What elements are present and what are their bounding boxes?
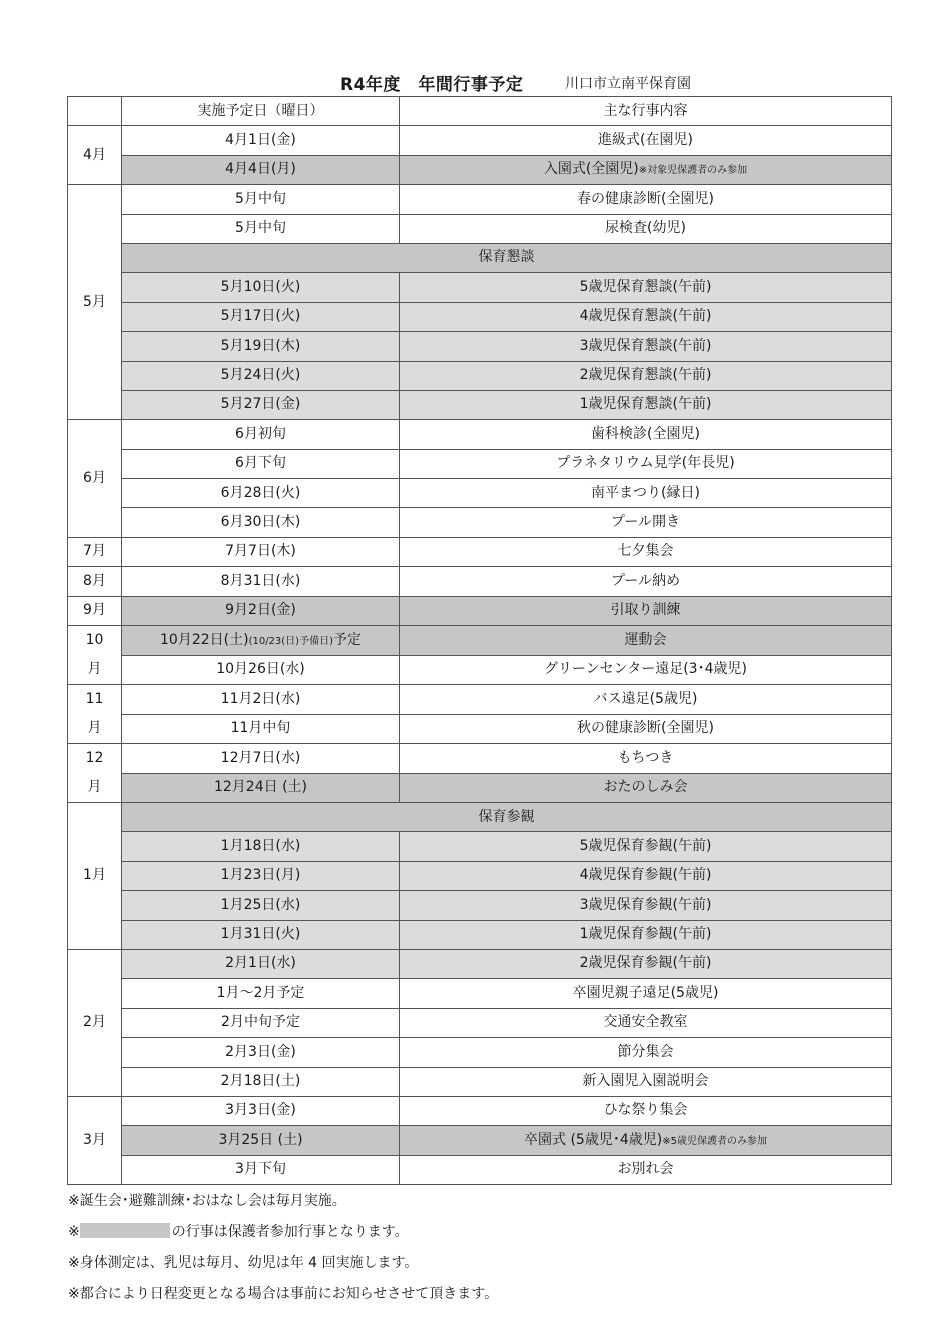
table-row bbox=[68, 1038, 892, 1067]
event-date: 10月22日(土) bbox=[160, 631, 249, 648]
event-date: 9月2日(金) bbox=[122, 596, 400, 625]
table-row bbox=[68, 920, 892, 949]
month-label-oct: 10 月 bbox=[68, 626, 122, 685]
event-date: 5月17日(火) bbox=[122, 302, 400, 331]
event-name: 七夕集会 bbox=[400, 537, 892, 566]
section-row bbox=[68, 803, 892, 832]
event-name: 入園式(全園児) bbox=[543, 161, 639, 178]
table-row bbox=[68, 1096, 892, 1125]
event-date: 6月初旬 bbox=[122, 420, 400, 449]
table-row bbox=[68, 361, 892, 390]
event-date: 7月7日(木) bbox=[122, 537, 400, 566]
table-header-row bbox=[68, 97, 892, 126]
event-date: 5月24日(火) bbox=[122, 361, 400, 390]
event-date: 3月下旬 bbox=[122, 1155, 400, 1184]
footnote-monthly-events: ※誕生会･避難訓練･おはなし会は毎月実施。 bbox=[68, 1193, 346, 1209]
table-row bbox=[68, 567, 892, 596]
header-event: 主な行事内容 bbox=[400, 97, 892, 126]
table-row bbox=[68, 214, 892, 243]
event-date: 10月26日(水) bbox=[122, 655, 400, 685]
event-date: 4月1日(金) bbox=[122, 126, 400, 155]
event-date: 6月下旬 bbox=[122, 449, 400, 478]
event-date-cell bbox=[122, 626, 400, 656]
event-date: 6月28日(火) bbox=[122, 479, 400, 508]
table-row bbox=[68, 155, 892, 184]
event-name-cell bbox=[400, 1126, 892, 1155]
event-date: 1月～2月予定 bbox=[122, 979, 400, 1008]
table-row bbox=[68, 273, 892, 302]
event-date: 11月2日(水) bbox=[122, 685, 400, 715]
event-name: 1歳児保育懇談(午前) bbox=[400, 390, 892, 419]
table-row bbox=[68, 979, 892, 1008]
event-name: グリーンセンター遠足(3･4歳児) bbox=[400, 655, 892, 685]
month-label-jun: 6月 bbox=[68, 420, 122, 538]
month-label-nov: 11 月 bbox=[68, 685, 122, 744]
table-row bbox=[68, 479, 892, 508]
event-date: 1月23日(月) bbox=[122, 861, 400, 890]
event-date: 2月中旬予定 bbox=[122, 1008, 400, 1037]
shade-legend-swatch bbox=[80, 1223, 170, 1238]
event-date-suffix: 予定 bbox=[333, 631, 361, 648]
event-date: 5月27日(金) bbox=[122, 390, 400, 419]
event-date: 6月30日(木) bbox=[122, 508, 400, 537]
event-name: 卒園児親子遠足(5歳児) bbox=[400, 979, 892, 1008]
event-date: 1月31日(火) bbox=[122, 920, 400, 949]
header-date: 実施予定日（曜日） bbox=[122, 97, 400, 126]
event-date: 3月25日 (土) bbox=[122, 1126, 400, 1155]
header-month-cell bbox=[68, 97, 122, 126]
event-date: 12月24日 (土) bbox=[122, 773, 400, 803]
event-name: 4歳児保育懇談(午前) bbox=[400, 302, 892, 331]
event-name: 卒園式 (5歳児･4歳児) bbox=[524, 1131, 663, 1148]
table-row bbox=[68, 949, 892, 978]
footnotes bbox=[68, 1186, 498, 1310]
table-row bbox=[68, 449, 892, 478]
event-date: 11月中旬 bbox=[122, 714, 400, 744]
event-name: 1歳児保育参観(午前) bbox=[400, 920, 892, 949]
event-date: 5月中旬 bbox=[122, 214, 400, 243]
table-row bbox=[68, 714, 892, 744]
table-row bbox=[68, 1155, 892, 1184]
event-name: 3歳児保育懇談(午前) bbox=[400, 332, 892, 361]
page-title: R4年度 年間行事予定 bbox=[340, 75, 524, 95]
table-row bbox=[68, 626, 892, 656]
table-row bbox=[68, 390, 892, 419]
event-name-cell bbox=[400, 155, 892, 184]
event-date: 3月3日(金) bbox=[122, 1096, 400, 1125]
event-date: 2月18日(土) bbox=[122, 1067, 400, 1096]
event-date: 2月3日(金) bbox=[122, 1038, 400, 1067]
event-date: 8月31日(水) bbox=[122, 567, 400, 596]
event-name: 新入園児入園説明会 bbox=[400, 1067, 892, 1096]
event-name: 秋の健康診断(全園児) bbox=[400, 714, 892, 744]
event-name: プラネタリウム見学(年長児) bbox=[400, 449, 892, 478]
month-label-mar: 3月 bbox=[68, 1096, 122, 1184]
footnote-parent-events: ※ の行事は保護者参加行事となります。 bbox=[68, 1224, 409, 1240]
event-name: おたのしみ会 bbox=[400, 773, 892, 803]
table-row bbox=[68, 185, 892, 214]
table-row bbox=[68, 596, 892, 625]
table-row bbox=[68, 302, 892, 331]
footnote-schedule-change: ※都合により日程変更となる場合は事前にお知らせさせて頂きます。 bbox=[68, 1286, 499, 1302]
table-row bbox=[68, 332, 892, 361]
event-name: 2歳児保育懇談(午前) bbox=[400, 361, 892, 390]
table-row bbox=[68, 891, 892, 920]
event-name: 歯科検診(全園児) bbox=[400, 420, 892, 449]
event-note: ※5歳児保護者のみ参加 bbox=[662, 1135, 767, 1147]
footnote-measurements: ※身体測定は、乳児は毎月、幼児は年 4 回実施します。 bbox=[68, 1255, 419, 1271]
event-name: 尿検査(幼児) bbox=[400, 214, 892, 243]
section-heading-konwa: 保育懇談 bbox=[122, 243, 892, 272]
event-name: 運動会 bbox=[400, 626, 892, 656]
event-date: 5月19日(木) bbox=[122, 332, 400, 361]
document-header bbox=[0, 64, 945, 94]
table-row bbox=[68, 861, 892, 890]
event-name: 節分集会 bbox=[400, 1038, 892, 1067]
event-date: 1月25日(水) bbox=[122, 891, 400, 920]
annual-schedule-table bbox=[67, 96, 892, 1185]
event-name: 交通安全教室 bbox=[400, 1008, 892, 1037]
section-row bbox=[68, 243, 892, 272]
event-name: プール納め bbox=[400, 567, 892, 596]
table-row bbox=[68, 685, 892, 715]
event-name: もちつき bbox=[400, 744, 892, 774]
table-row bbox=[68, 508, 892, 537]
table-row bbox=[68, 773, 892, 803]
table-row bbox=[68, 655, 892, 685]
table-row bbox=[68, 420, 892, 449]
event-date: 12月7日(水) bbox=[122, 744, 400, 774]
event-name: バス遠足(5歳児) bbox=[400, 685, 892, 715]
organization-name: 川口市立南平保育園 bbox=[565, 76, 691, 92]
event-date: 5月中旬 bbox=[122, 185, 400, 214]
table-row bbox=[68, 537, 892, 566]
table-row bbox=[68, 1008, 892, 1037]
event-name: 進級式(在園児) bbox=[400, 126, 892, 155]
event-name: ひな祭り集会 bbox=[400, 1096, 892, 1125]
month-label-feb: 2月 bbox=[68, 949, 122, 1096]
event-name: 3歳児保育参観(午前) bbox=[400, 891, 892, 920]
table-row bbox=[68, 126, 892, 155]
month-label-dec: 12 月 bbox=[68, 744, 122, 803]
event-name: 春の健康診断(全園児) bbox=[400, 185, 892, 214]
table-row bbox=[68, 1067, 892, 1096]
event-date: 2月1日(水) bbox=[122, 949, 400, 978]
month-label-sep: 9月 bbox=[68, 596, 122, 625]
event-name: 5歳児保育参観(午前) bbox=[400, 832, 892, 861]
table-row bbox=[68, 1126, 892, 1155]
table-row bbox=[68, 744, 892, 774]
event-name: 引取り訓練 bbox=[400, 596, 892, 625]
event-name: 4歳児保育参観(午前) bbox=[400, 861, 892, 890]
event-name: プール開き bbox=[400, 508, 892, 537]
event-name: 南平まつり(縁日) bbox=[400, 479, 892, 508]
section-heading-sankan: 保育参観 bbox=[122, 803, 892, 832]
event-date: 1月18日(水) bbox=[122, 832, 400, 861]
event-date: 4月4日(月) bbox=[122, 155, 400, 184]
month-label-jan: 1月 bbox=[68, 803, 122, 950]
event-note: ※対象児保護者のみ参加 bbox=[638, 165, 748, 177]
month-label-may: 5月 bbox=[68, 185, 122, 420]
month-label-jul: 7月 bbox=[68, 537, 122, 566]
event-name: 2歳児保育参観(午前) bbox=[400, 949, 892, 978]
event-date: 5月10日(火) bbox=[122, 273, 400, 302]
table-row bbox=[68, 832, 892, 861]
month-label-apr: 4月 bbox=[68, 126, 122, 185]
event-date-note: (10/23(日)予備日) bbox=[248, 635, 333, 647]
event-name: お別れ会 bbox=[400, 1155, 892, 1184]
month-label-aug: 8月 bbox=[68, 567, 122, 596]
event-name: 5歳児保育懇談(午前) bbox=[400, 273, 892, 302]
